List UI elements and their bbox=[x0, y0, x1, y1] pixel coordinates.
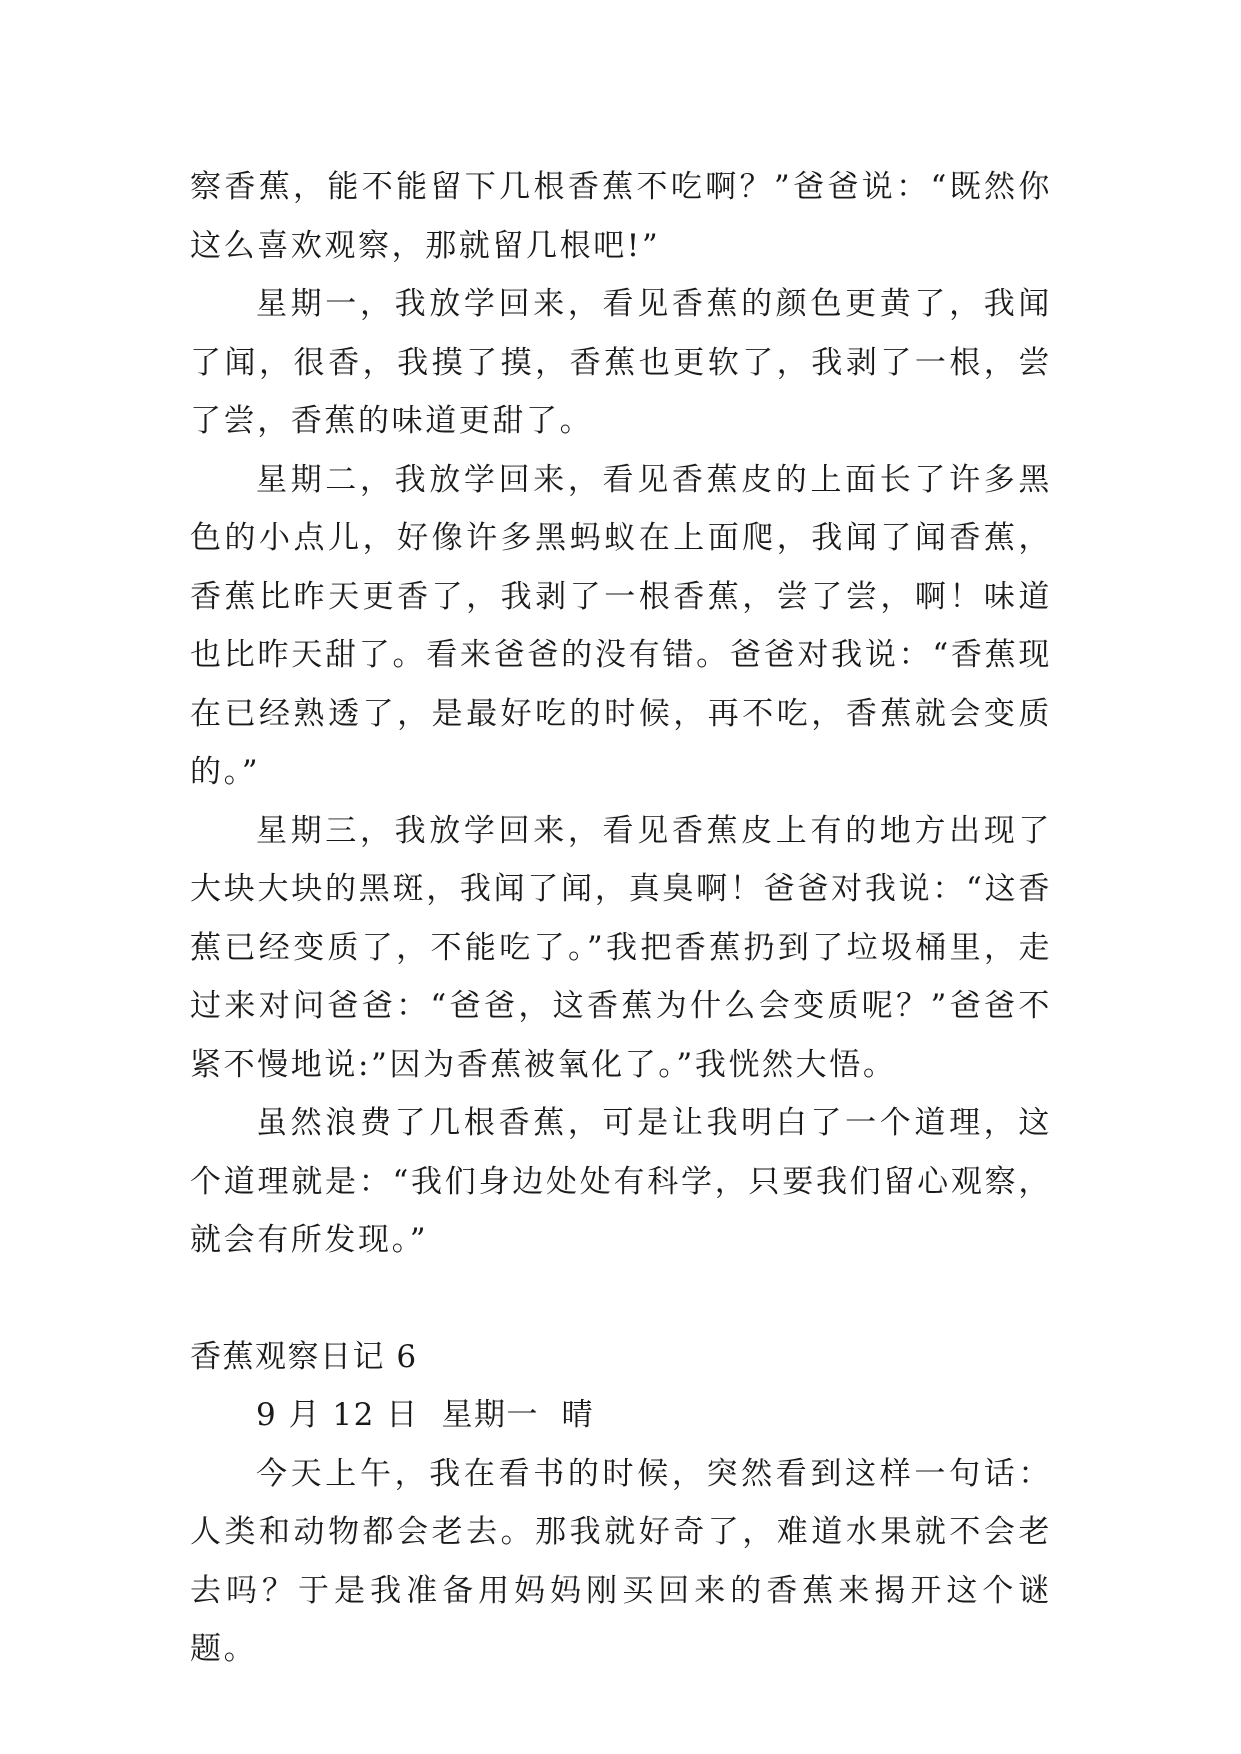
section-gap bbox=[190, 1270, 1052, 1328]
paragraph-conclusion: 虽然浪费了几根香蕉，可是让我明白了一个道理，这个道理就是：“我们身边处处有科学，只要我们留心观察，就会有所发现。” bbox=[190, 1105, 1052, 1258]
section-title: 香蕉观察日记 6 bbox=[190, 1338, 418, 1375]
paragraph-wednesday: 星期三，我放学回来，看见香蕉皮上有的地方出现了大块大块的黑斑，我闻了闻，真臭啊！爸爸对我说：“这香蕉已经变质了，不能吃了。”我把香蕉扔到了垃圾桶里，走过来对问爸爸：“爸爸，这香蕉为什么会变质呢？”爸爸不紧不慢地说:”因为香蕉被氧化了。”我恍然大悟。 bbox=[190, 812, 1052, 1083]
paragraph-monday: 星期一，我放学回来，看见香蕉的颜色更黄了，我闻了闻，很香，我摸了摸，香蕉也更软了，我剥了一根，尝了尝，香蕉的味道更甜了。 bbox=[190, 286, 1052, 439]
section-date: 9 月 12 日 星期一 晴 bbox=[256, 1397, 595, 1433]
paragraph-tuesday: 星期二，我放学回来，看见香蕉皮的上面长了许多黑色的小点儿，好像许多黑蚂蚁在上面爬，我闻了闻香蕉，香蕉比昨天更香了，我剥了一根香蕉，尝了尝，啊！味道也比昨天甜了。看来爸爸的没有错。爸爸对我说：“香蕉现在已经熟透了，是最好吃的时候，再不吃，香蕉就会变质的。” bbox=[190, 461, 1052, 790]
document-page bbox=[190, 158, 1052, 1679]
paragraph-continuation: 察香蕉，能不能留下几根香蕉不吃啊？”爸爸说：“既然你这么喜欢观察，那就留几根吧!” bbox=[190, 169, 1052, 264]
section-paragraph: 今天上午，我在看书的时候，突然看到这样一句话：人类和动物都会老去。那我就好奇了，难道水果就不会老去吗？于是我准备用妈妈刚买回来的香蕉来揭开这个谜题。 bbox=[190, 1455, 1052, 1667]
